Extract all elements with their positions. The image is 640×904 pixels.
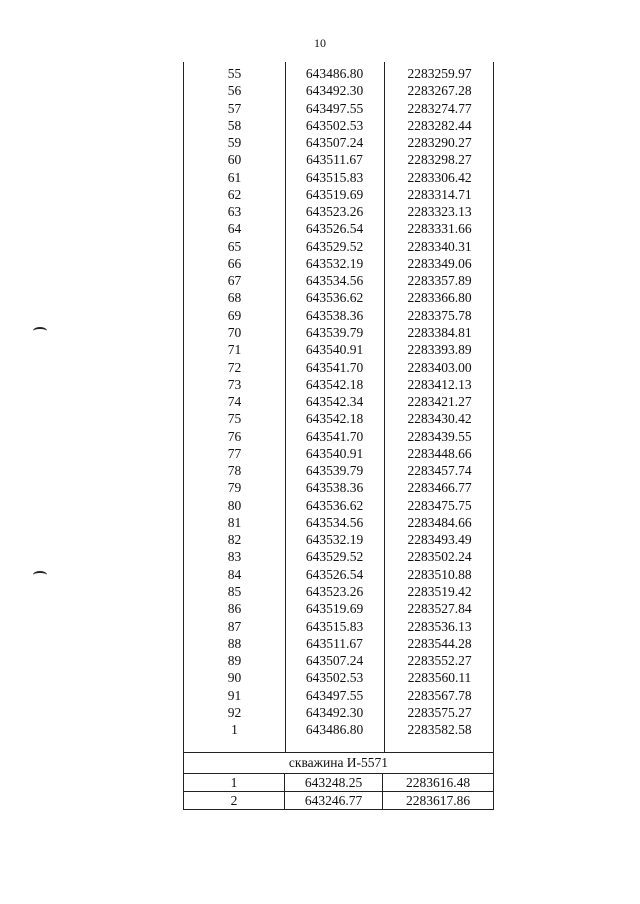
x-coordinate: 643534.56	[305, 273, 364, 289]
point-number: 58	[227, 117, 242, 133]
point-number: 72	[227, 359, 242, 375]
table-row	[184, 462, 495, 479]
y-coordinate: 2283448.66	[407, 445, 472, 461]
y-coordinate: 2283357.89	[407, 273, 472, 289]
main-coordinates-block	[183, 62, 494, 752]
y-coordinate: 2283298.27	[407, 152, 472, 168]
y-coordinate: 2283282.44	[407, 117, 472, 133]
point-number: 92	[227, 704, 242, 720]
table-row	[184, 169, 495, 186]
x-coordinate: 643542.18	[305, 376, 364, 392]
y-coordinate: 2283393.89	[407, 342, 472, 358]
point-number: 75	[227, 411, 242, 427]
table-row	[184, 393, 495, 410]
y-coordinate: 2283544.28	[407, 635, 472, 651]
x-coordinate: 643519.69	[305, 186, 364, 202]
point-number: 79	[227, 480, 242, 496]
x-coordinate: 643515.83	[305, 169, 364, 185]
table-row	[184, 82, 495, 99]
point-number: 86	[227, 601, 242, 617]
table-row	[184, 134, 495, 151]
point-number: 80	[227, 497, 242, 513]
y-coordinate: 2283439.55	[407, 428, 472, 444]
y-coordinate: 2283314.71	[407, 186, 472, 202]
point-number: 68	[227, 290, 242, 306]
point-number: 81	[227, 514, 242, 530]
point-number: 1	[231, 722, 238, 738]
y-coordinate: 2283267.28	[407, 83, 472, 99]
x-coordinate: 643538.36	[305, 307, 364, 323]
y-coordinate: 2283567.78	[407, 687, 472, 703]
table-row	[184, 186, 495, 203]
point-number: 73	[227, 376, 242, 392]
point-number: 88	[227, 635, 242, 651]
table-row	[184, 428, 495, 445]
y-coordinate: 2283484.66	[407, 514, 472, 530]
table-row	[184, 497, 495, 514]
x-coordinate: 643511.67	[306, 152, 363, 168]
x-coordinate: 643539.79	[305, 324, 364, 340]
point-number: 64	[227, 221, 242, 237]
x-coordinate: 643541.70	[305, 428, 364, 444]
point-number: 1	[184, 774, 285, 791]
table-row	[184, 151, 495, 168]
table-row	[184, 203, 495, 220]
x-coordinate: 643523.26	[305, 204, 364, 220]
table-row	[184, 100, 495, 117]
table-row	[184, 652, 495, 669]
table-row	[184, 341, 495, 358]
y-coordinate: 2283412.13	[407, 376, 472, 392]
x-coordinate: 643536.62	[305, 497, 364, 513]
table-row	[184, 307, 495, 324]
point-number: 90	[227, 670, 242, 686]
x-coordinate: 643540.91	[305, 445, 364, 461]
point-number: 56	[227, 83, 242, 99]
table-row	[184, 359, 495, 376]
y-coordinate: 2283552.27	[407, 653, 472, 669]
point-number: 70	[227, 324, 242, 340]
point-number: 78	[227, 463, 242, 479]
point-number: 62	[227, 186, 242, 202]
point-number: 85	[227, 583, 242, 599]
main-rows	[184, 65, 495, 738]
x-coordinate: 643492.30	[305, 83, 364, 99]
point-number: 91	[227, 687, 242, 703]
point-number: 60	[227, 152, 242, 168]
x-coordinate: 643497.55	[305, 100, 364, 116]
section-title: скважина И-5571	[183, 752, 494, 774]
point-number: 69	[227, 307, 242, 323]
y-coordinate: 2283519.42	[407, 583, 472, 599]
binder-hole-mark	[33, 327, 47, 335]
point-number: 66	[227, 255, 242, 271]
y-coordinate: 2283493.49	[407, 532, 472, 548]
y-coordinate: 2283375.78	[407, 307, 472, 323]
y-coordinate: 2283502.24	[407, 549, 472, 565]
y-coordinate: 2283510.88	[407, 566, 472, 582]
point-number: 89	[227, 653, 242, 669]
point-number: 65	[227, 238, 242, 254]
y-coordinate: 2283527.84	[407, 601, 472, 617]
table-row	[184, 255, 495, 272]
table-row	[184, 669, 495, 686]
x-coordinate: 643529.52	[305, 238, 364, 254]
x-coordinate: 643526.54	[305, 566, 364, 582]
table-row	[184, 324, 495, 341]
y-coordinate: 2283430.42	[407, 411, 472, 427]
point-number: 55	[227, 66, 242, 81]
x-coordinate: 643538.36	[305, 480, 364, 496]
table-row	[184, 566, 495, 583]
y-coordinate: 2283259.97	[407, 66, 472, 81]
x-coordinate: 643523.26	[305, 583, 364, 599]
x-coordinate: 643534.56	[305, 514, 364, 530]
point-number: 82	[227, 532, 242, 548]
table-row	[184, 791, 493, 809]
y-coordinate: 2283274.77	[407, 100, 472, 116]
y-coordinate: 2283323.13	[407, 204, 472, 220]
table-row	[184, 687, 495, 704]
y-coordinate: 2283616.48	[405, 775, 471, 790]
x-coordinate: 643536.62	[305, 290, 364, 306]
y-coordinate: 2283340.31	[407, 238, 472, 254]
x-coordinate: 643507.24	[305, 135, 364, 151]
x-coordinate: 643539.79	[305, 463, 364, 479]
x-coordinate: 643515.83	[305, 618, 364, 634]
point-number: 71	[227, 342, 242, 358]
x-coordinate: 643511.67	[306, 635, 363, 651]
table-row	[184, 635, 495, 652]
section-rows	[183, 774, 494, 810]
x-coordinate: 643492.30	[305, 704, 364, 720]
table-row	[184, 220, 495, 237]
table-row	[184, 479, 495, 496]
x-coordinate: 643526.54	[305, 221, 364, 237]
table-row	[184, 272, 495, 289]
point-number: 77	[227, 445, 242, 461]
x-coordinate: 643486.80	[305, 722, 364, 738]
table-row	[184, 410, 495, 427]
y-coordinate: 2283617.86	[405, 793, 471, 808]
point-number: 74	[227, 394, 242, 410]
y-coordinate: 2283366.80	[407, 290, 472, 306]
table-row	[184, 514, 495, 531]
table-row	[184, 117, 495, 134]
table-row	[184, 721, 495, 738]
y-coordinate: 2283575.27	[407, 704, 472, 720]
y-coordinate: 2283384.81	[407, 324, 472, 340]
x-coordinate: 643529.52	[305, 549, 364, 565]
x-coordinate: 643540.91	[305, 342, 364, 358]
point-number: 76	[227, 428, 242, 444]
x-coordinate: 643248.25	[285, 774, 383, 791]
x-coordinate: 643541.70	[305, 359, 364, 375]
x-coordinate: 643542.34	[305, 394, 364, 410]
x-coordinate: 643532.19	[305, 255, 364, 271]
table-row	[184, 238, 495, 255]
table-row	[184, 531, 495, 548]
point-number: 2	[184, 792, 285, 809]
table-row	[184, 774, 493, 791]
table-row	[184, 704, 495, 721]
table-row	[184, 445, 495, 462]
y-coordinate: 2283536.13	[407, 618, 472, 634]
x-coordinate: 643502.53	[305, 670, 364, 686]
table-row	[184, 289, 495, 306]
point-number: 84	[227, 566, 242, 582]
point-number: 61	[227, 169, 242, 185]
table-row	[184, 65, 495, 82]
table-row	[184, 618, 495, 635]
y-coordinate: 2283560.11	[407, 670, 472, 686]
y-coordinate: 2283331.66	[407, 221, 472, 237]
x-coordinate: 643502.53	[305, 117, 364, 133]
binder-hole-mark	[33, 571, 47, 579]
page-number: 10	[314, 36, 326, 50]
table-row	[184, 548, 495, 565]
point-number: 57	[227, 100, 242, 116]
x-coordinate: 643246.77	[285, 792, 383, 809]
y-coordinate: 2283403.00	[407, 359, 472, 375]
y-coordinate: 2283421.27	[407, 394, 472, 410]
y-coordinate: 2283475.75	[407, 497, 472, 513]
coordinates-table	[183, 62, 494, 810]
table-row	[184, 600, 495, 617]
point-number: 63	[227, 204, 242, 220]
table-row	[184, 376, 495, 393]
y-coordinate: 2283466.77	[407, 480, 472, 496]
y-coordinate: 2283306.42	[407, 169, 472, 185]
x-coordinate: 643486.80	[305, 66, 364, 81]
x-coordinate: 643532.19	[305, 532, 364, 548]
y-coordinate: 2283582.58	[407, 722, 472, 738]
point-number: 67	[227, 273, 242, 289]
x-coordinate: 643542.18	[305, 411, 364, 427]
point-number: 83	[227, 549, 242, 565]
point-number: 59	[227, 135, 242, 151]
y-coordinate: 2283290.27	[407, 135, 472, 151]
table-row	[184, 583, 495, 600]
x-coordinate: 643507.24	[305, 653, 364, 669]
point-number: 87	[227, 618, 242, 634]
y-coordinate: 2283349.06	[407, 255, 472, 271]
x-coordinate: 643497.55	[305, 687, 364, 703]
x-coordinate: 643519.69	[305, 601, 364, 617]
y-coordinate: 2283457.74	[407, 463, 472, 479]
